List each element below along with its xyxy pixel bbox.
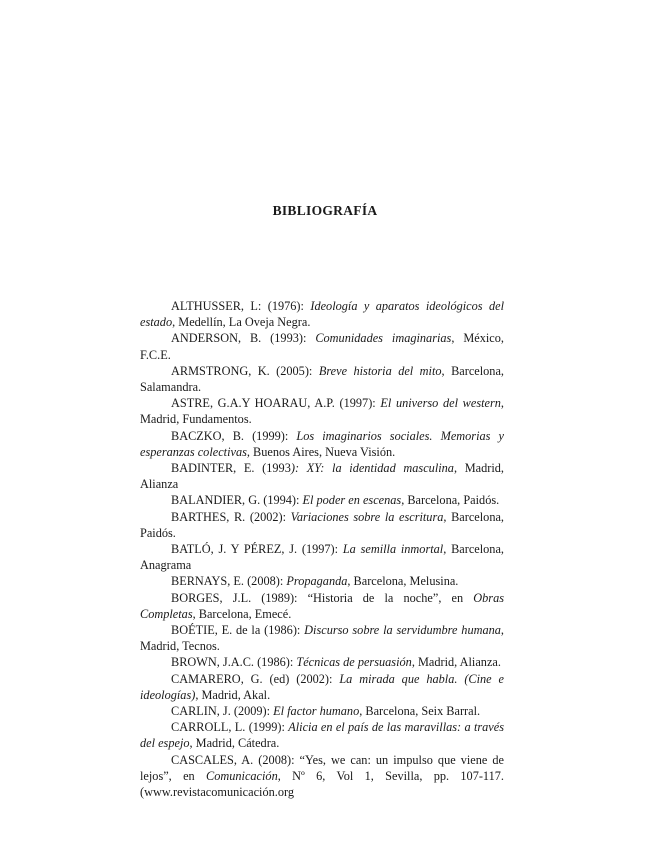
bibliography-entry: ALTHUSSER, L: (1976): Ideología y aparatos ideológicos del estado, Medellín, La Oveja Negra. [140, 299, 504, 330]
bibliography-entry: BROWN, J.A.C. (1986): Técnicas de persuasión, Madrid, Alianza. [171, 655, 501, 670]
bibliography-entry: BACZKO, B. (1999): Los imaginarios sociales. Memorias y esperanzas colectivas, Buenos Aires, Nueva Visión. [140, 428, 504, 459]
bibliography-list [140, 298, 504, 800]
bibliography-entry: CASCALES, A. (2008): “Yes, we can: un impulso que viene de lejos”, en Comunicación, Nº 6, Vol 1, Sevilla, pp. 107-117. (www.revistacomunicación.org [140, 752, 504, 800]
bibliography-entry: CAMARERO, G. (ed) (2002): La mirada que habla. (Cine e ideologías), Madrid, Akal. [140, 671, 504, 702]
bibliography-entry: BARTHES, R. (2002): Variaciones sobre la escritura, Barcelona, Paidós. [140, 509, 505, 540]
bibliography-entry: ASTRE, G.A.Y HOARAU, A.P. (1997): El universo del western, Madrid, Fundamentos. [140, 396, 504, 427]
bibliography-entry: ARMSTRONG, K. (2005): Breve historia del mito, Barcelona, Salamandra. [140, 363, 504, 395]
bibliography-entry: BOÉTIE, E. de la (1986): Discurso sobre la servidumbre humana, Madrid, Tecnos. [140, 623, 504, 654]
bibliography-entry: BADINTER, E. (1993): XY: la identidad masculina, Madrid, Alianza [140, 461, 504, 492]
bibliography-entry: CARROLL, L. (1999): Alicia en el país de las maravillas: a través del espejo, Madrid, Cátedra. [140, 720, 504, 751]
bibliography-entry: CARLIN, J. (2009): El factor humano, Barcelona, Seix Barral. [171, 704, 481, 719]
bibliography-entry: BALANDIER, G. (1994): El poder en escenas, Barcelona, Paidós. [171, 493, 500, 508]
bibliography-entry: BERNAYS, E. (2008): Propaganda, Barcelona, Melusina. [171, 574, 459, 589]
bibliography-entry: ANDERSON, B. (1993): Comunidades imaginarias, México, F.C.E. [140, 331, 504, 362]
bibliography-entry: BORGES, J.L. (1989): “Historia de la noche”, en Obras Completas, Barcelona, Emecé. [140, 590, 504, 621]
bibliography-entry: BATLÓ, J. Y PÉREZ, J. (1997): La semilla inmortal, Barcelona, Anagrama [140, 542, 504, 573]
page-title: BIBLIOGRAFÍA [272, 203, 378, 218]
